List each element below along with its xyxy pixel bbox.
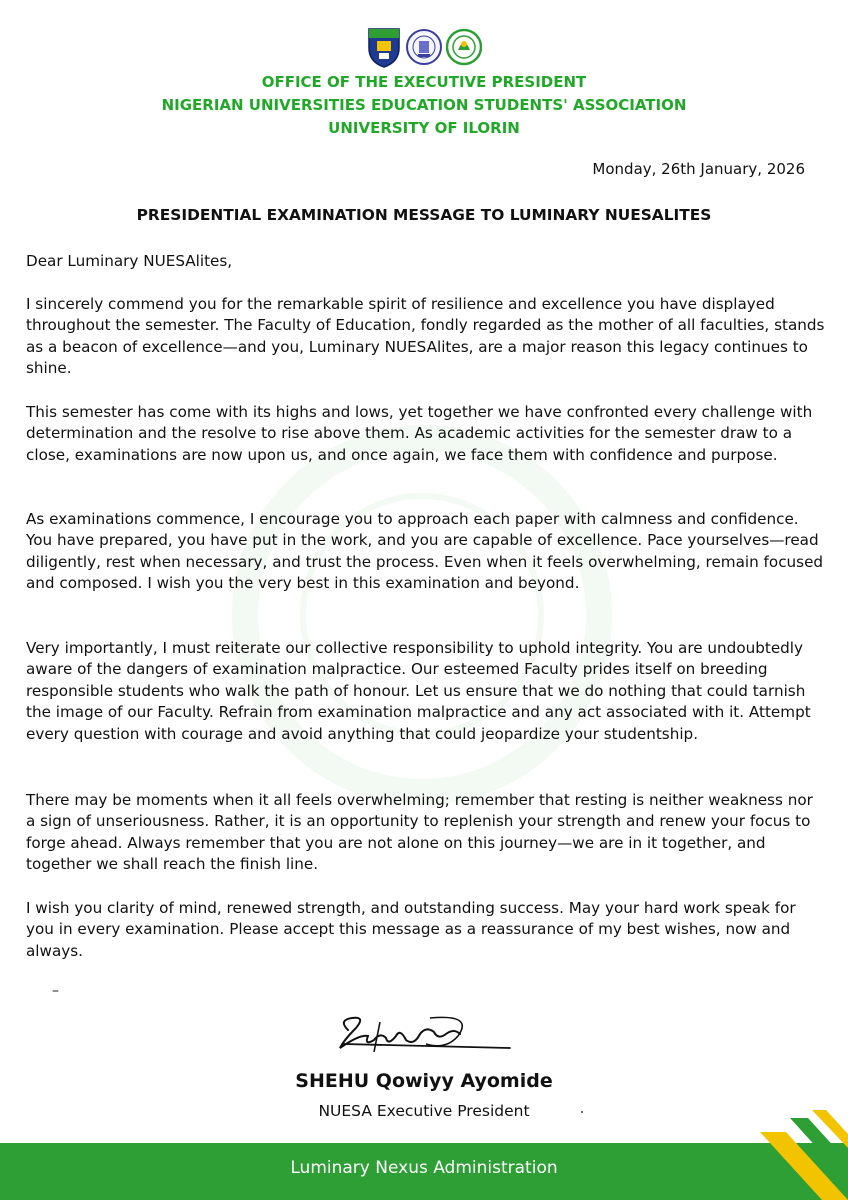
paragraph-closing	[26, 898, 826, 962]
paragraph-integrity	[26, 638, 826, 745]
stray-dot	[581, 1111, 583, 1113]
paragraph-rest	[26, 790, 826, 876]
letter-date: Monday, 26th January, 2026	[592, 160, 805, 178]
paragraph-semester	[26, 402, 826, 466]
letter-title: PRESIDENTIAL EXAMINATION MESSAGE TO LUMINARY NUESALITES	[136, 206, 712, 224]
footer-administration-label: Luminary Nexus Administration	[290, 1158, 558, 1178]
signer-name: SHEHU Qowiyy Ayomide	[295, 1070, 553, 1092]
paragraph-encouragement	[26, 509, 826, 595]
paragraph-text: This semester has come with its highs and lows, yet together we have confronted every challenge with determination and the resolve to rise above them. As academic activities for the semester draw to a close, examinations are now upon us, and once again, we face them with confidence and purpose.	[26, 403, 813, 464]
handwritten-signature-icon	[334, 1010, 514, 1058]
salutation: Dear Luminary NUESAlites,	[26, 252, 233, 270]
header-association-line: NIGERIAN UNIVERSITIES EDUCATION STUDENTS' ASSOCIATION	[161, 96, 687, 114]
header-office-line: OFFICE OF THE EXECUTIVE PRESIDENT	[261, 73, 587, 91]
footer-chevron-decoration-icon	[700, 1110, 848, 1200]
paragraph-text: Very importantly, I must reiterate our collective responsibility to uphold integrity. You are undoubtedly aware of the dangers of examination malpractice. Our esteemed Faculty prides itself on breeding responsible students who walk the path of honour. Let us ensure that we do nothing that could tarnish the image of our Faculty. Refrain from examination malpractice and any act associated with it. Attempt every question with courage and avoid anything that could jeopardize your studentship.	[26, 639, 811, 743]
separator-dash: –	[52, 983, 59, 999]
association-seal-icon	[406, 26, 442, 68]
faculty-seal-icon	[446, 26, 482, 68]
logo-row	[366, 26, 482, 70]
signer-role: NUESA Executive President	[318, 1102, 530, 1120]
header-university-line: UNIVERSITY OF ILORIN	[328, 119, 520, 137]
paragraph-text: There may be moments when it all feels overwhelming; remember that resting is neither weakness nor a sign of unseriousness. Rather, it is an opportunity to replenish your strength and renew your focus to forge ahead. Always remember that you are not alone on this journey—we are in it together, and together we shall reach the finish line.	[26, 791, 813, 874]
paragraph-text: As examinations commence, I encourage you to approach each paper with calmness and confidence. You have prepared, you have put in the work, and you are capable of excellence. Pace yourselves—read diligently, rest when necessary, and trust the process. Even when it feels overwhelming, remain focused and composed. I wish you the very best in this examination and beyond.	[26, 510, 824, 593]
paragraph-text: I wish you clarity of mind, renewed strength, and outstanding success. May your hard work speak for you in every examination. Please accept this message as a reassurance of my best wishes, now and always.	[26, 899, 796, 960]
university-crest-icon	[366, 26, 402, 68]
paragraph-text: I sincerely commend you for the remarkable spirit of resilience and excellence you have displayed throughout the semester. The Faculty of Education, fondly regarded as the mother of all faculties, stands as a beacon of excellence—and you, Luminary NUESAlites, are a major reason this legacy continues to shine.	[26, 295, 825, 378]
paragraph-commendation	[26, 294, 826, 380]
